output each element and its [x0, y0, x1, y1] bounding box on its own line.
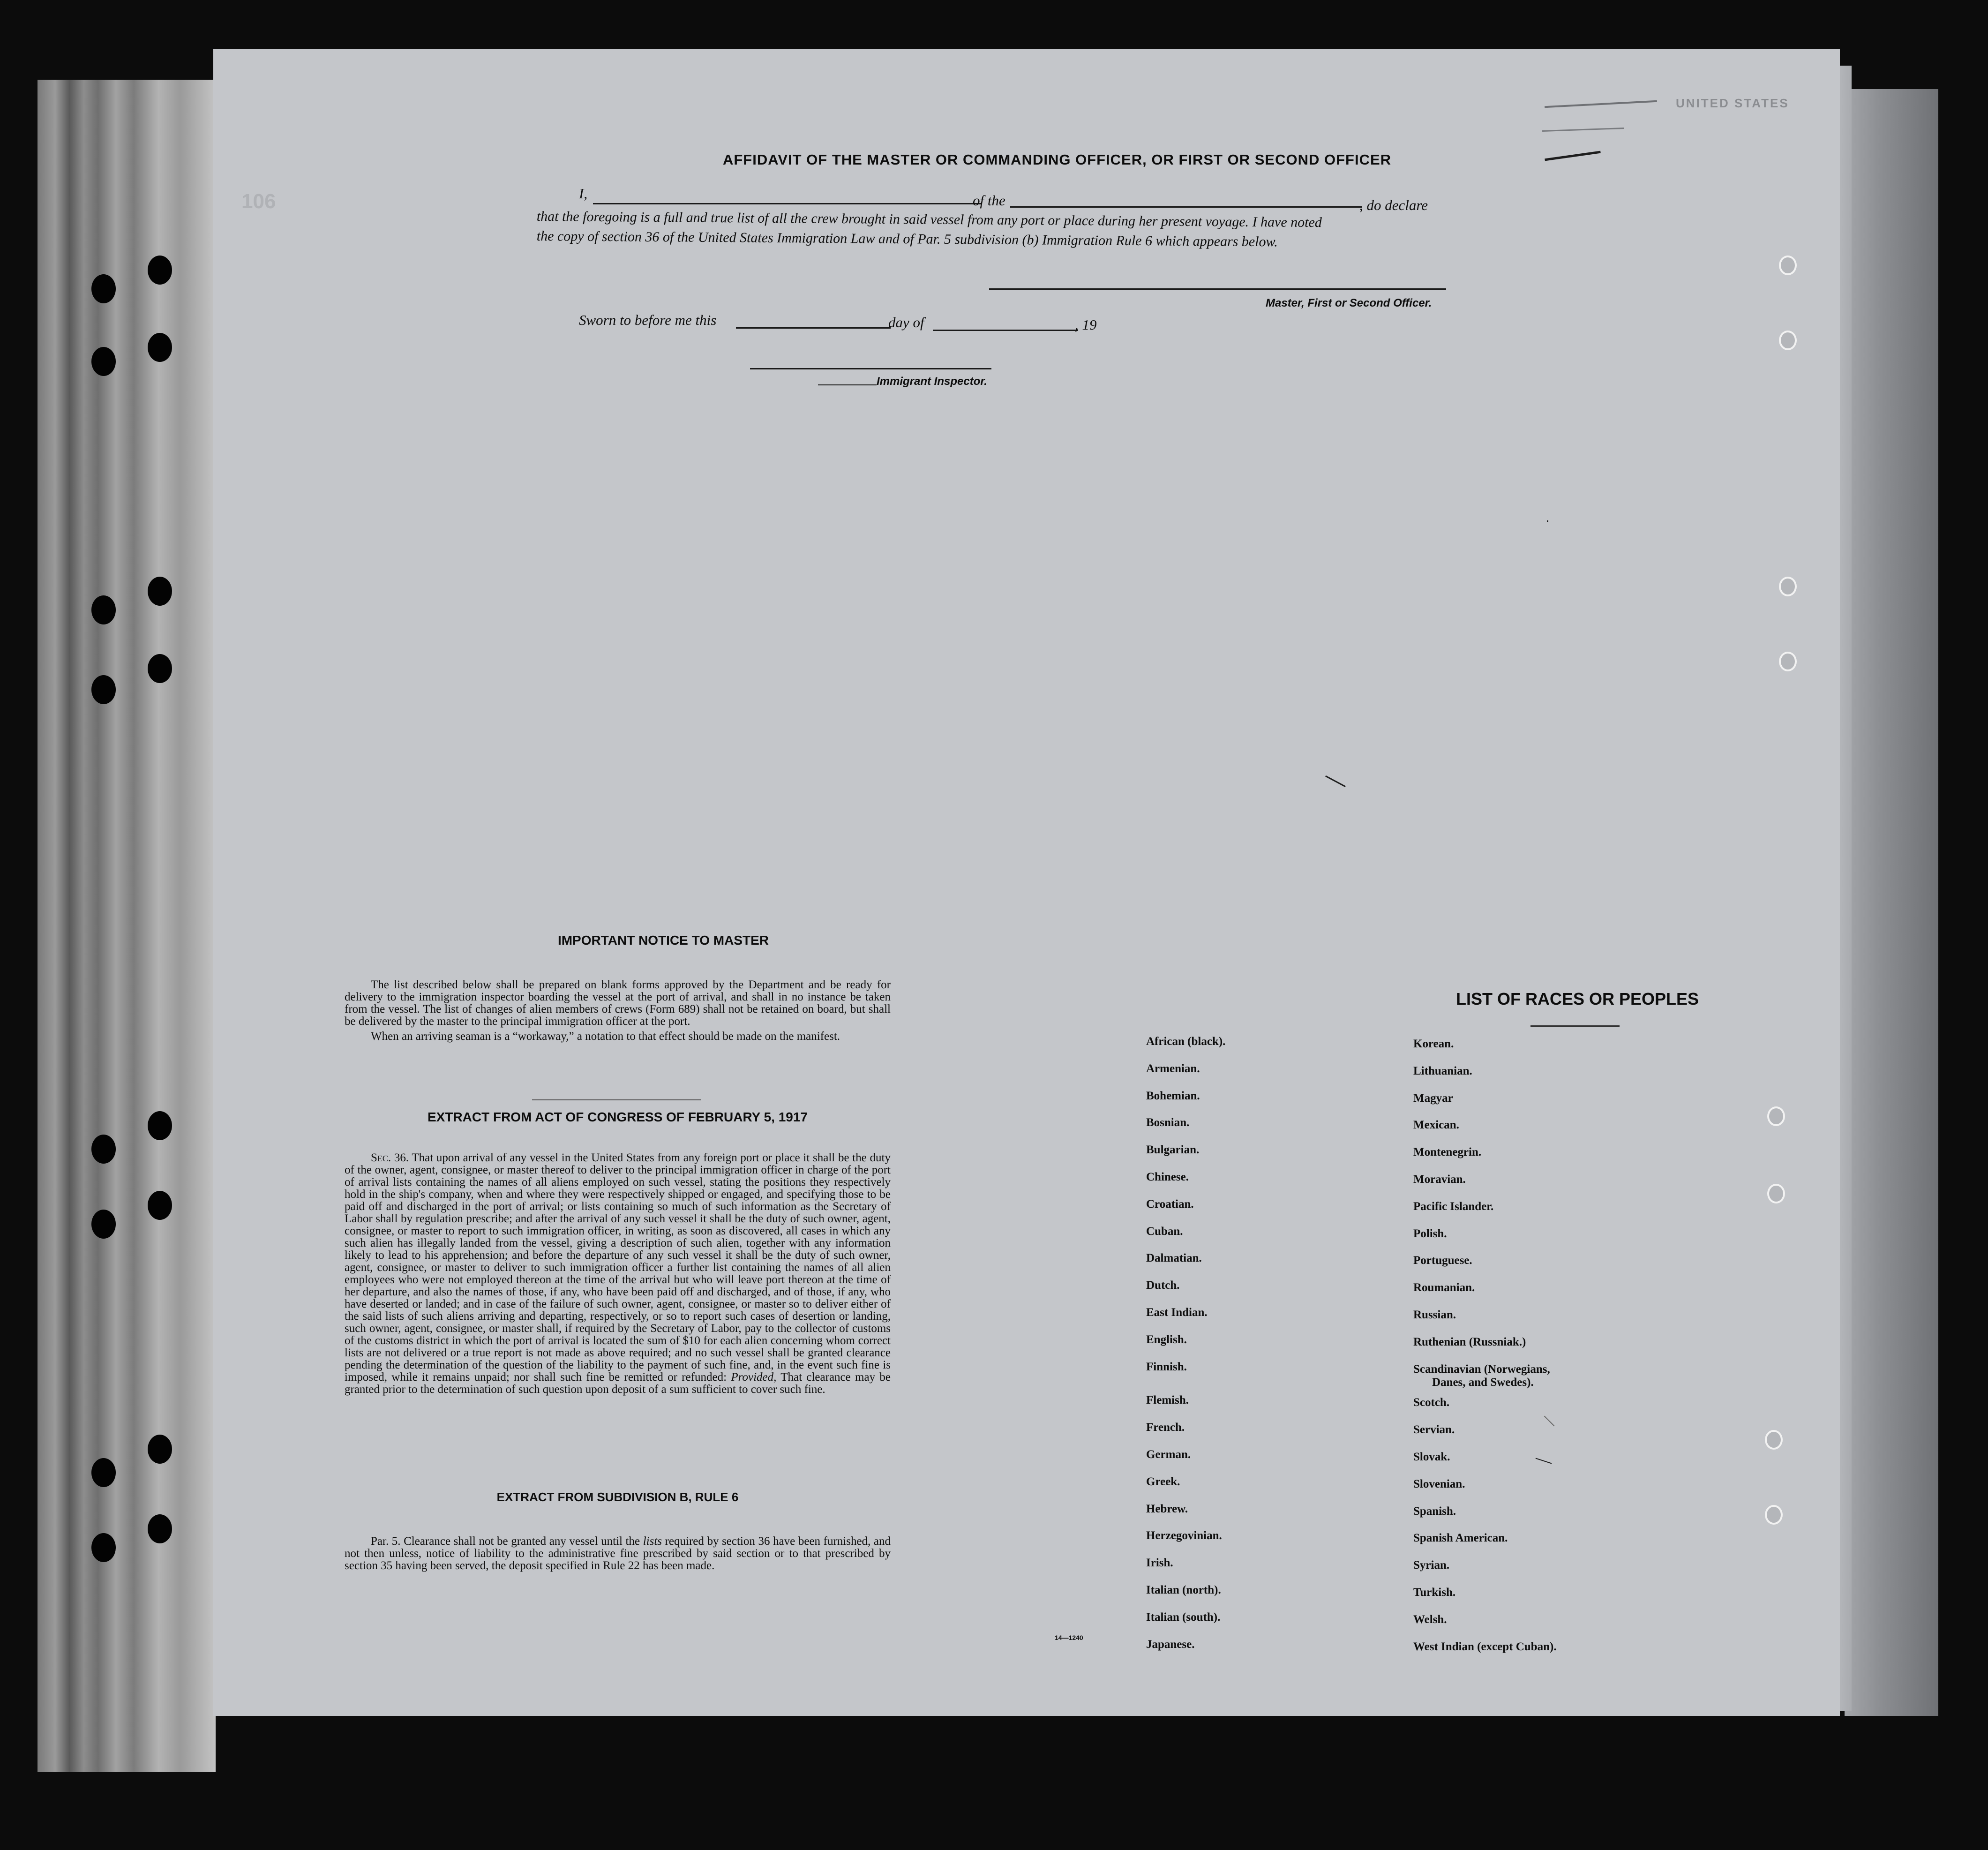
binder-hole [91, 675, 116, 704]
race-item: Korean. [1413, 1038, 1454, 1050]
race-item: German. [1146, 1448, 1191, 1461]
binder-ring-hole [1765, 1430, 1783, 1450]
lists-label: lists [643, 1535, 662, 1548]
race-item: Hebrew. [1146, 1503, 1188, 1515]
binder-ring-hole [1779, 652, 1797, 671]
act-extract-body [345, 1152, 891, 1396]
binder-hole [91, 1458, 116, 1487]
race-item: Spanish American. [1413, 1532, 1508, 1544]
race-item: Italian (south). [1146, 1611, 1221, 1624]
binder-hole [148, 1435, 172, 1464]
sworn-month-blank-line[interactable] [933, 330, 1078, 331]
stray-mark [1536, 1458, 1552, 1464]
binder-hole [148, 654, 172, 683]
race-item: Spanish. [1413, 1505, 1456, 1518]
binder-hole [91, 595, 116, 624]
inspector-caption: Immigrant Inspector. [877, 375, 988, 388]
race-item: Roumanian. [1413, 1281, 1475, 1294]
binder-hole [148, 256, 172, 285]
race-item: Servian. [1413, 1423, 1455, 1436]
race-item: Cuban. [1146, 1225, 1183, 1238]
section-divider [532, 1099, 701, 1100]
race-item: Chinese. [1146, 1171, 1189, 1183]
stray-mark [1544, 1416, 1555, 1427]
race-item: Finnish. [1146, 1361, 1187, 1373]
binder-ring-hole [1779, 331, 1797, 350]
notice-title: IMPORTANT NOTICE TO MASTER [557, 933, 769, 948]
race-item: Slovenian. [1413, 1478, 1465, 1490]
affidavit-of-the-label: of the [973, 192, 1005, 209]
race-item: Danes, and Swedes). [1432, 1376, 1534, 1389]
race-item: French. [1146, 1421, 1185, 1434]
race-item: Mexican. [1413, 1119, 1459, 1131]
binder-ring-hole [1767, 1184, 1785, 1203]
binder-hole [148, 577, 172, 606]
races-list-title: LIST OF RACES OR PEOPLES [1455, 989, 1699, 1008]
race-item: English. [1146, 1333, 1187, 1346]
page-stack-edge [1845, 89, 1938, 1716]
race-item: Greek. [1146, 1475, 1180, 1488]
race-item: Syrian. [1413, 1559, 1450, 1572]
binder-hole [148, 1514, 172, 1543]
rule-extract-text: Par. 5. Clearance shall not be granted any vessel until the [371, 1535, 640, 1548]
race-item: Ruthenian (Russniak.) [1413, 1336, 1526, 1348]
faint-pencil-stroke [1545, 100, 1657, 108]
binder-hole [91, 347, 116, 376]
affidavit-declare-label: , do declare [1359, 197, 1428, 213]
binder-ring-hole [1779, 577, 1797, 596]
race-item: Croatian. [1146, 1198, 1194, 1211]
race-item: Moravian. [1413, 1173, 1466, 1186]
race-item: Armenian. [1146, 1062, 1200, 1075]
notice-paragraph-1: The list described below shall be prepared on blank forms approved by the Department and be ready for delivery to the immigration inspector boarding the vessel at the port of arrival, and shall in no instance be taken from the vessel. The list of changes of alien members of crews (Form 689) shall not be retained on board, but shall be delivered by the master to the principal immigration officer at the port. [345, 978, 891, 1028]
faint-page-mark: 106 [241, 190, 276, 213]
master-signature-caption: Master, First or Second Officer. [1266, 297, 1432, 309]
sworn-day-blank-line[interactable] [736, 327, 891, 329]
race-item: Irish. [1146, 1557, 1173, 1569]
notice-body [345, 979, 891, 1045]
rule-extract-body [345, 1535, 891, 1572]
race-item: Turkish. [1413, 1586, 1456, 1599]
sworn-label: Sworn to before me this [579, 312, 717, 328]
binder-hole [91, 274, 116, 303]
affidavit-line-2: that the foregoing is a full and true list of all the crew brought in said vessel from any port or place during her present voyage. I have noted [536, 209, 1322, 231]
manifest-page [213, 49, 1840, 1716]
races-title-rule [1530, 1025, 1620, 1027]
rule-extract-title: EXTRACT FROM SUBDIVISION B, RULE 6 [496, 1490, 739, 1504]
binder-hole [91, 1533, 116, 1562]
race-item: Italian (north). [1146, 1584, 1221, 1596]
race-item: Bulgarian. [1146, 1143, 1200, 1156]
affidavit-title: AFFIDAVIT OF THE MASTER OR COMMANDING OFFICER, OR FIRST OR SECOND OFFICER [722, 151, 1392, 168]
pencil-stroke [1545, 151, 1601, 161]
race-item: Montenegrin. [1413, 1146, 1482, 1158]
race-item: Polish. [1413, 1227, 1447, 1240]
day-of-label: day of [888, 314, 924, 331]
race-item: Japanese. [1146, 1638, 1195, 1651]
inspector-prefix-line [818, 384, 877, 385]
act-extract-text: That upon arrival of any vessel in the United States from any foreign port or place it shall be the duty of the owner, agent, consignee, or master thereof to deliver to the principal immigration officer in charge of the port of arrival lists containing the names of all aliens employed on such vessel, stating the positions they respectively hold in the ship's company, when and where they were respectively shipped or engaged, and specifying those to be paid off and discharged in the port of arrival; or lists containing so much of such information as the Secretary of Labor shall by regulation prescribe; and after the arrival of any such vessel it shall be the duty of such owner, agent, consignee, or master to report to such immigration officer, in writing, as soon as discovered, all cases in which any such alien has illegally landed from the vessel, giving a description of such alien, together with any information likely to lead to his apprehension; and before the departure of any such vessel it shall be the duty of such owner, agent, consignee, or master to deliver to such immigration officer a further list containing the names of all alien employees who were not employed thereon at the time of the arrival but who will leave port thereon at the time of her departure, and also the names of those, if any, who have been paid off and discharged, and of those, if any, who have deserted or landed; and in case of the failure of such owner, agent, consignee, or master so to deliver either of the said lists of such aliens arriving and departing, respectively, or so to report such cases of desertion or landing, such owner, agent, consignee, or master shall, if required by the Secretary of Labor, pay to the collector of customs of the customs district in which the port of arrival is located the sum of $10 for each alien concerning whom correct lists are not delivered or a true report is not made as above required; and no such vessel shall be granted clearance pending the determination of the question of the liability to the payment of such fine, and, in the event such fine is imposed, while it remains unpaid; nor shall such fine be remitted or refunded: [345, 1151, 891, 1384]
binder-ring-hole [1779, 256, 1797, 275]
race-item: West Indian (except Cuban). [1413, 1640, 1557, 1653]
act-extract-title: EXTRACT FROM ACT OF CONGRESS OF FEBRUARY 5, 1917 [427, 1110, 808, 1124]
binder-ring-hole [1765, 1505, 1783, 1525]
race-item: African (black). [1146, 1035, 1226, 1048]
race-item: Dutch. [1146, 1279, 1180, 1292]
faint-stamp: UNITED STATES [1676, 96, 1789, 110]
affidavit-line-3: the copy of section 36 of the United States Immigration Law and of Par. 5 subdivision (b) Immigration Rule 6 which appears below. [536, 228, 1278, 250]
race-item: Slovak. [1413, 1451, 1450, 1463]
binder-hole [148, 1191, 172, 1220]
race-item: Dalmatian. [1146, 1252, 1202, 1264]
race-item: Herzegovinian. [1146, 1529, 1222, 1542]
binder-hole [91, 1135, 116, 1164]
inspector-signature-line[interactable] [750, 368, 991, 369]
race-item: Magyar [1413, 1092, 1453, 1105]
race-item: Welsh. [1413, 1613, 1447, 1626]
binder-edge [38, 80, 216, 1772]
faint-pencil-stroke [1542, 128, 1624, 132]
race-item: East Indian. [1146, 1306, 1208, 1319]
stray-mark [1547, 520, 1548, 522]
affidavit-i-label: I, [579, 185, 588, 202]
race-item: Lithuanian. [1413, 1065, 1472, 1077]
vessel-blank-line[interactable] [1010, 206, 1362, 208]
provided-label: Provided, [731, 1371, 777, 1384]
race-item: Russian. [1413, 1309, 1456, 1321]
race-item: Pacific Islander. [1413, 1200, 1494, 1213]
race-item: Scandinavian (Norwegians, [1413, 1363, 1550, 1376]
binder-hole [148, 1111, 172, 1140]
stray-mark [1325, 775, 1346, 787]
notice-paragraph-2: When an arriving seaman is a “workaway,” a notation to that effect should be made on the manifest. [371, 1030, 840, 1043]
name-blank-line[interactable] [593, 203, 982, 204]
binder-hole [91, 1210, 116, 1239]
binder-hole [148, 333, 172, 362]
race-item: Bohemian. [1146, 1090, 1200, 1102]
act-extract-text-end: That clearance may be granted prior to the determination of such question upon deposit of a sum sufficient to cover such fine. [345, 1371, 891, 1396]
race-item: Flemish. [1146, 1394, 1189, 1406]
master-signature-line[interactable] [989, 288, 1446, 290]
race-item: Scotch. [1413, 1396, 1450, 1409]
binder-ring-hole [1767, 1106, 1785, 1126]
race-item: Portuguese. [1413, 1254, 1472, 1267]
form-number: 14—1240 [1055, 1634, 1083, 1641]
section-label: Sec. 36. [371, 1151, 409, 1164]
year-label: , 19 [1075, 316, 1097, 333]
rule-extract-text-end: required by section 36 have been furnished, and not then unless, notice of liability to the administrative fine prescribed by said section or to that prescribed by section 35 having been served, the deposit specified in Rule 22 has been made. [345, 1535, 891, 1572]
race-item: Bosnian. [1146, 1116, 1190, 1129]
